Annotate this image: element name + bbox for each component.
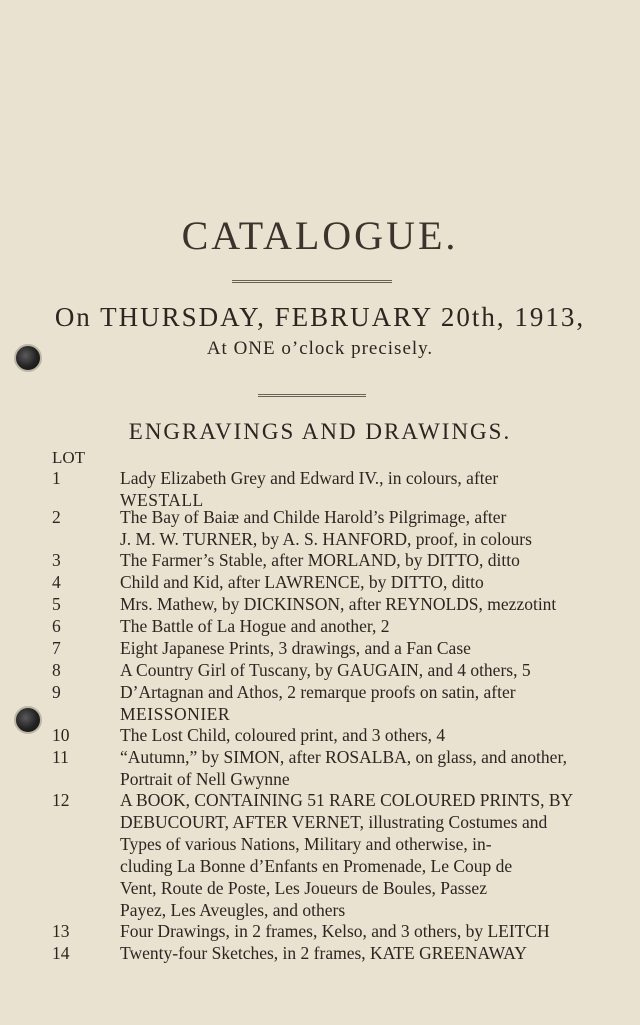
- lot-line: “Autumn,” by SIMON, after ROSALBA, on glass, and another,: [120, 747, 567, 767]
- lot-line: Mrs. Mathew, by DICKINSON, after REYNOLDS, mezzotint: [120, 594, 557, 614]
- lot-line: DEBUCOURT, AFTER VERNET, illustrating Costumes and: [120, 812, 548, 832]
- lot-number: 12: [52, 790, 70, 810]
- binding-hole-bottom-icon: [14, 706, 42, 734]
- lot-description: [120, 615, 640, 637]
- lot-description: [120, 942, 640, 964]
- lot-line: Payez, Les Aveugles, and others: [120, 900, 346, 920]
- lot-description: [120, 920, 640, 942]
- lot-line: The Lost Child, coloured print, and 3 others, 4: [120, 725, 446, 745]
- lot-number: 3: [52, 550, 61, 570]
- lot-line: D’Artagnan and Athos, 2 remarque proofs on satin, after: [120, 682, 516, 702]
- lot-description: [120, 593, 640, 615]
- lot-number: 14: [52, 943, 70, 963]
- catalogue-title: CATALOGUE.: [181, 213, 459, 258]
- lot-line: Vent, Route de Poste, Les Joueurs de Boules, Passez: [120, 878, 487, 898]
- lot-line: Portrait of Nell Gwynne: [120, 769, 290, 789]
- lot-line: Child and Kid, after LAWRENCE, by DITTO, ditto: [120, 572, 484, 592]
- lot-description: [120, 746, 640, 790]
- time-divider: [258, 394, 366, 397]
- lot-description: [120, 571, 640, 593]
- lot-column-header: LOT: [52, 448, 86, 467]
- lot-number: 11: [52, 747, 69, 767]
- title-divider: [232, 280, 392, 283]
- lot-line: Lady Elizabeth Grey and Edward IV., in colours, after: [120, 468, 499, 488]
- lot-number: 7: [52, 638, 61, 658]
- lot-description: [120, 789, 640, 921]
- lot-line: MEISSONIER: [120, 704, 231, 724]
- lot-line: Eight Japanese Prints, 3 drawings, and a Fan Case: [120, 638, 471, 658]
- lot-description: [120, 467, 640, 511]
- lot-line: cluding La Bonne d’Enfants en Promenade, Le Coup de: [120, 856, 513, 876]
- section-heading: ENGRAVINGS AND DRAWINGS.: [128, 419, 512, 444]
- lot-description: [120, 549, 640, 571]
- lot-line: Four Drawings, in 2 frames, Kelso, and 3 others, by LEITCH: [120, 921, 550, 941]
- lot-number: 2: [52, 507, 61, 527]
- lot-line: The Battle of La Hogue and another, 2: [120, 616, 390, 636]
- lot-number: 1: [52, 468, 61, 488]
- lot-description: [120, 681, 640, 725]
- lot-number: 4: [52, 572, 61, 592]
- lot-number: 5: [52, 594, 61, 614]
- lot-line: A BOOK, CONTAINING 51 RARE COLOURED PRINTS, BY: [120, 790, 574, 810]
- lot-number: 13: [52, 921, 70, 941]
- sale-date: On THURSDAY, FEBRUARY 20th, 1913,: [54, 302, 586, 332]
- lot-number: 8: [52, 660, 61, 680]
- lot-number: 9: [52, 682, 61, 702]
- lot-line: Twenty-four Sketches, in 2 frames, KATE GREENAWAY: [120, 943, 527, 963]
- sale-time: At ONE o’clock precisely.: [206, 338, 434, 359]
- lot-line: The Farmer’s Stable, after MORLAND, by DITTO, ditto: [120, 550, 520, 570]
- lot-line: The Bay of Baiæ and Childe Harold’s Pilgrimage, after: [120, 507, 507, 527]
- lot-number: 10: [52, 725, 70, 745]
- lot-number: 6: [52, 616, 61, 636]
- lot-description: [120, 506, 640, 550]
- lot-line: Types of various Nations, Military and otherwise, in-: [120, 834, 492, 854]
- lot-description: [120, 659, 640, 681]
- lot-line: WESTALL: [120, 490, 204, 510]
- lot-description: [120, 637, 640, 659]
- lot-line: J. M. W. TURNER, by A. S. HANFORD, proof, in colours: [120, 529, 532, 549]
- lot-line: A Country Girl of Tuscany, by GAUGAIN, and 4 others, 5: [120, 660, 531, 680]
- lot-description: [120, 724, 640, 746]
